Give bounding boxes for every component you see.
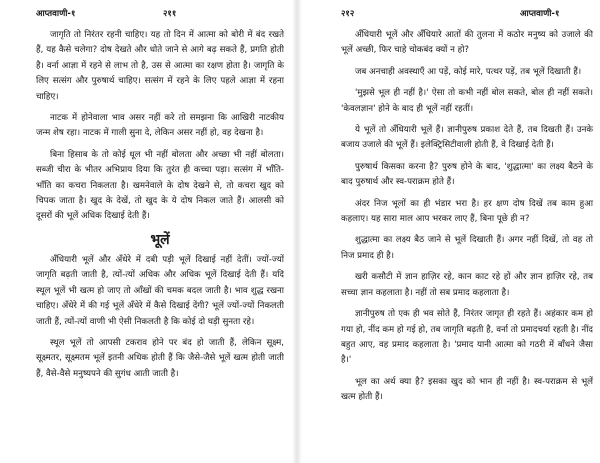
left-page [0, 0, 290, 463]
paragraph: जागृति तो निरंतर रहनी चाहिए। यह तो दिन में आत्मा को बोरी में बंद रखते हैं, यह कैसे चलेगा? दोष देखते और धोते जाने से आगे बढ़ सकते हैं, प्रगति होती है। वर्ना आज्ञा में रहने से लाभ तो है, उस से आत्मा का रक्षण होता है। जागृति के लिए सत्संग और पुरुषार्थ चाहिए। सत्संग में रहने के लिए पहले आज्ञा में रहना चाहिए। [36, 30, 284, 102]
paragraph: खरी कसौटी में ज्ञान हाज़िर रहे, कान काट रहे हों और ज्ञान हाज़िर रहे, तब सच्चा ज्ञान कहलाता है। नहीं तो सब प्रमाद कहलाता है। [341, 272, 593, 298]
left-page-running-header: आप्तवाणी-१ [36, 9, 76, 19]
paragraph: ज्ञानीपुरुष तो एक ही भव सोते हैं, निरंतर जागृत ही रहते हैं। अहंकार कम हो गया हो, नींद कम हो गई हो, तब जागृति बढ़ती है, वर्ना तो प्रमादचर्या रहती है। नींद बहुत आए, वह प्रमाद कहलाता है। 'प्रमाद यानी आत्मा को गठरी में बाँधने जैसा है।' [341, 309, 593, 366]
left-page-number: २११ [163, 9, 177, 19]
paragraph: अंदर निज भूलों का ही भंडार भरा है। हर क्षण दोष दिखें तब काम हुआ कहलाए। यह सारा माल आप भरकर लाए हैं, बिना पूछे ही न? [341, 198, 593, 225]
right-page [305, 0, 600, 463]
paragraph: बिना हिसाब के तो कोई धूल भी नहीं बोलता और अच्छा भी नहीं बोलता। सब्जी चीरा के भीतर अभिप्राय दिया कि तुरंत ही कच्चा पड़ा। सत्संग में भाँति-भाँति का कचरा निकलता है। खमनेवाले के दोष देखने से, तो कचरा खुद को चिपक जाता है। खुद के देखें, तो खुद के ये दोष निकल जाते हैं। आलसी को दूसरों की भूलें अधिक दिखाई देती हैं। [36, 149, 284, 222]
paragraph: जब अनचाही अवस्थाएँ आ पड़ें, कोई मारे, पत्थर पड़ें, तब भूलें दिखाती हैं। [355, 66, 582, 77]
paragraph: अँधियारी भूलें और अँधियारे आतों की तुलना में कठोर मनुष्य को उजाले की भूलें अच्छी, फिर चाहे चोकबंद क्यों न हो? [341, 30, 593, 56]
right-page-number: २१२ [341, 9, 355, 19]
paragraph: अँधियारी भूलें और अँधेरे में दबी पड़ी भूलें दिखाई नहीं देतीं। ज्यों-ज्यों जागृति बढ़ती जाती है, त्यों-त्यों अधिक और अधिक भूलें दिखाई देती हैं। यदि स्थूल भूलें भी खत्म हो जाए तो आँखों की चमक बदल जाती है। भाव शुद्ध रखना चाहिए। अँधेरे में की गई भूलें अँधेरे में कैसे दिखाई देंगी? भूलें ज्यों-ज्यों निकलती जाती हैं, त्यों-त्यों वाणी भी ऐसी निकलती है कि कोई दो घड़ी सुनता रहे। [36, 254, 284, 327]
paragraph: भूल का अर्थ क्या है? इसका खुद को भान ही नहीं है। स्व-पराक्रम से भूलें खत्म होती हैं। [341, 376, 593, 403]
paragraph: शुद्धात्मा का लक्ष्य बैठ जाने से भूलें दिखाती हैं। अगर नहीं दिखें, तो वह तो निज प्रमाद ही है। [341, 235, 593, 261]
paragraph: पुरुषार्थ किसका करना है? पुरुष होने के बाद, 'शुद्धात्मा' का लक्ष्य बैठने के बाद पुरुषार्थ और स्व-पराक्रम होते हैं। [341, 161, 593, 188]
paragraph: ये भूलें तो अँधियारी भूलें हैं। ज्ञानीपुरुष प्रकाश देते हैं, तब दिखती हैं। उनके बजाय उजाले की भूलें हैं। इलेक्ट्रिसिटीवाली होती हैं, वे दिखाई देती हैं। [341, 125, 593, 151]
paragraph: स्थूल भूलें तो आपसी टकराव होने पर बंद हो जाती हैं, लेकिन सूक्ष्म, सूक्ष्मतर, सूक्ष्मतम भूलें इतनी अधिक होती हैं कि जैसे-जैसे भूलें खत्म होती जाती हैं, वैसे-वैसे मनुष्यपने की सुगंध आती जाती है। [36, 337, 284, 379]
paragraph: नाटक में होनेवाला भाव असर नहीं करे तो समझना कि आखिरी नाटकीय जन्म शेष रहा। नाटक में गाली सुना दे, लेकिन असर नहीं हो, वह देखना है। [36, 113, 284, 139]
section-heading: भूलें [150, 231, 170, 248]
book-gutter [292, 0, 302, 463]
right-page-running-header: आप्तवाणी-१ [520, 9, 560, 19]
right-page-body [341, 28, 593, 412]
left-page-body [36, 28, 284, 388]
paragraph: 'मुझसे भूल ही नहीं है।' ऐसा तो कभी नहीं बोल सकते, बोल ही नहीं सकते। 'केवलज्ञान' होने के बाद ही भूलें नहीं रहतीं। [341, 88, 593, 114]
